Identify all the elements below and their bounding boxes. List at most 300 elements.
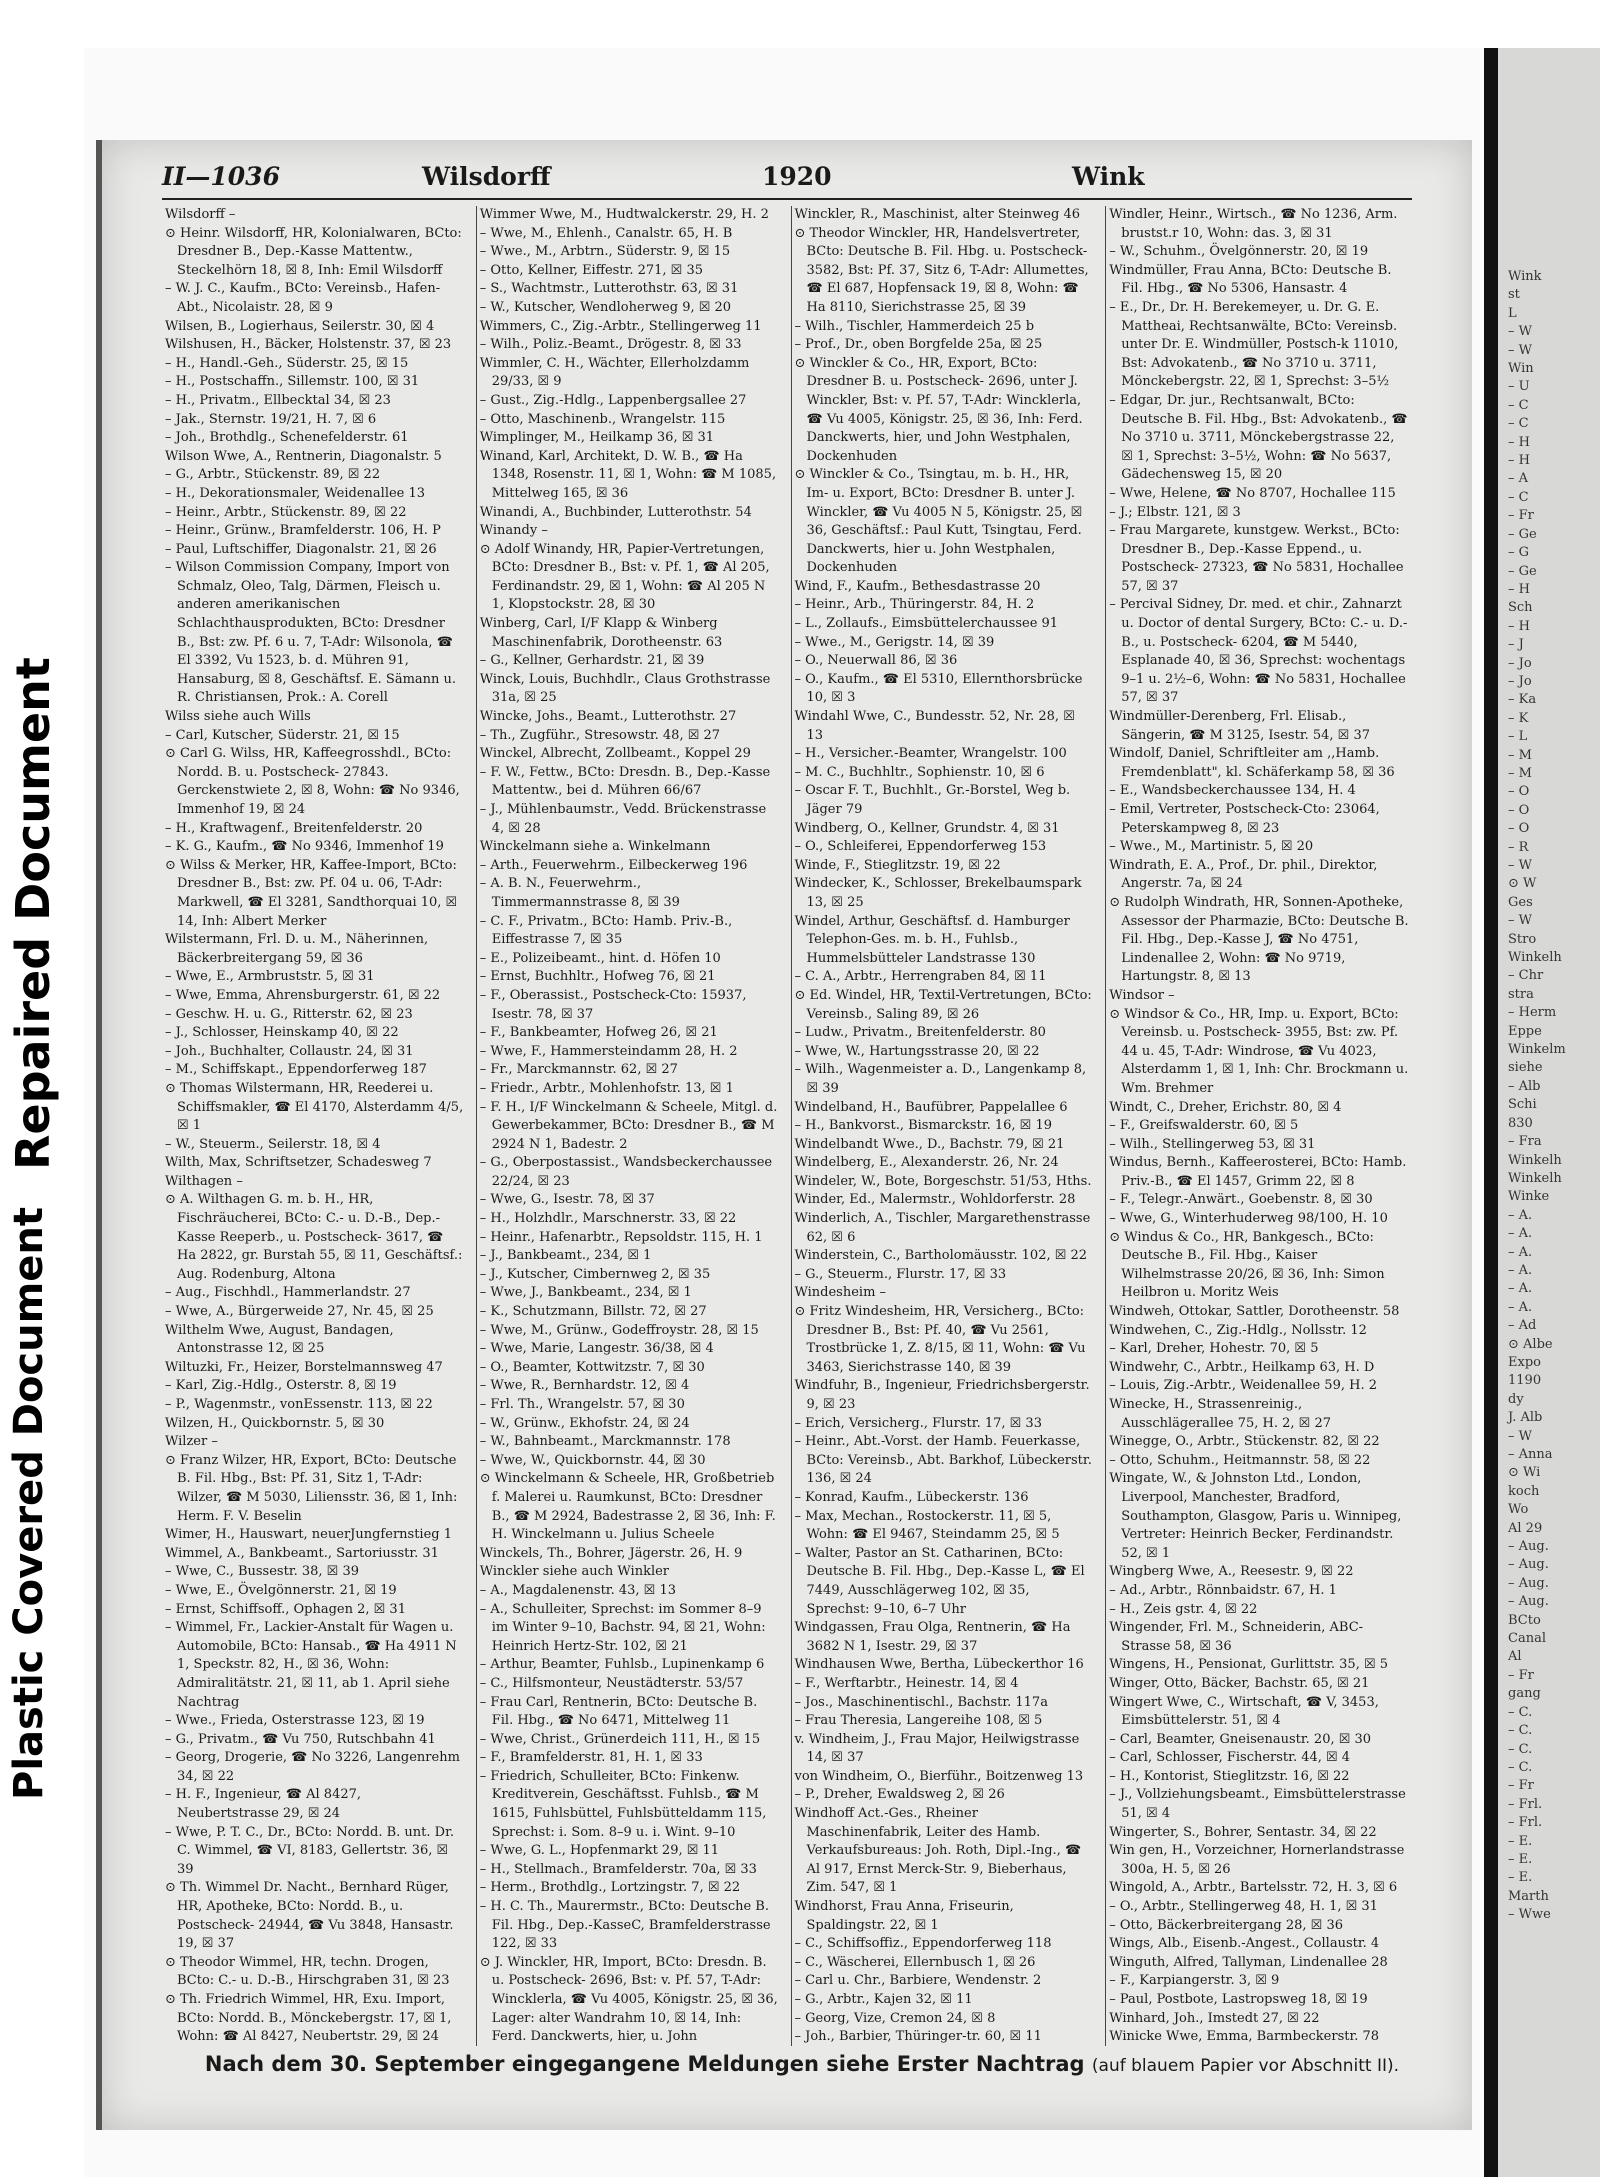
fragment-line: – Alb: [1508, 1078, 1541, 1094]
fragment-line: – Fr: [1508, 1667, 1534, 1683]
fragment-line: L: [1508, 305, 1517, 321]
directory-entry: ⊙ Rudolph Windrath, HR, Sonnen-Apotheke, Assessor der Pharmazie, BCto: Deutsche B. Fil. Hbg., Dep.-Kasse J, ☎ No 4751, Lindenallee 2, Wohn: ☎ No 9719, Hartungstr. 8, ☒ 13: [1109, 894, 1409, 985]
directory-entry: Windwehen, C., Zig.-Hdlg., Nollsstr. 12: [1109, 1322, 1367, 1338]
directory-entry: – J.; Elbstr. 121, ☒ 3: [1109, 504, 1241, 520]
directory-entry: – K., Schutzmann, Billstr. 72, ☒ 27: [479, 1304, 707, 1320]
fragment-line: – Aug.: [1508, 1575, 1549, 1591]
header-last-name: Wink: [1072, 162, 1145, 191]
directory-entry: – J., Vollziehungsbeamt., Eimsbüttelerstrasse 51, ☒ 4: [1109, 1787, 1406, 1822]
directory-entry: – Joh., Barbier, Thüringer-tr. 60, ☒ 11: [794, 2029, 1042, 2045]
fragment-line: – K: [1508, 710, 1529, 726]
directory-entry: – G., Arbtr., Kajen 32, ☒ 11: [794, 1992, 973, 2007]
directory-entry: Wilzen, H., Quickbornstr. 5, ☒ 30: [165, 1415, 385, 1431]
fragment-line: – Aug.: [1508, 1557, 1549, 1573]
directory-entry: – W., Schuhm., Övelgönnerstr. 20, ☒ 19: [1109, 244, 1369, 260]
fragment-line: – Chr: [1508, 968, 1544, 984]
directory-entry: ⊙ Winckler & Co., HR, Export, BCto: Dresdner B. u. Postscheck- 2696, unter J. Winckler, Bst: v. Pf. 57, T-Adr: Wincklerla, ☎ Vu 4005, Königstr. 25, ☒ 36, Inh: Ferd. Danckwerts, hier, und John Westphalen, Dockenhuden: [794, 355, 1083, 464]
directory-entry: – Carl, Schlosser, Fischerstr. 44, ☒ 4: [1109, 1750, 1351, 1766]
directory-entry: Wingberg Wwe, A., Reesestr. 9, ☒ 22: [1109, 1564, 1354, 1580]
fragment-line: – Frl.: [1508, 1796, 1543, 1812]
directory-entry: – J., Mühlenbaumstr., Vedd. Brückenstrasse 4, ☒ 28: [479, 802, 767, 836]
column-1: [162, 206, 468, 2046]
directory-entry: – Th., Zugführ., Stresowstr. 48, ☒ 27: [479, 727, 721, 743]
directory-entry: – Frau Margarete, kunstgew. Werkst., BCto: Dresdner B., Dep.-Kasse Eppend., u. Postscheck- 27323, ☎ No 5831, Hochallee 57, ☒ 37: [1109, 523, 1404, 594]
fragment-line: – C.: [1508, 1759, 1533, 1775]
directory-entry: ⊙ Adolf Winandy, HR, Papier-Vertretungen, BCto: Dresdner B., Bst: v. Pf. 1, ☎ Al 205, Ferdinandstr. 29, ☒ 1, Wohn: ☎ Al 205 N 1, Klopstockstr. 28, ☒ 30: [479, 541, 770, 613]
directory-entry: Wimmers, C., Zig.-Arbtr., Stellingerweg 11: [479, 318, 762, 334]
directory-entry: – Jos., Maschinentischl., Bachstr. 117a: [794, 1694, 1048, 1710]
directory-entry: – H., Kraftwagenf., Breitenfelderstr. 20: [165, 820, 423, 836]
directory-entry: – F., Telegr.-Anwärt., Goebenstr. 8, ☒ 30: [1109, 1192, 1373, 1208]
directory-entry: Wilson Wwe, A., Rentnerin, Diagonalstr. 5: [165, 448, 442, 464]
directory-entry: – Wwe., M., Martinistr. 5, ☒ 20: [1109, 839, 1314, 855]
directory-entry: ⊙ A. Wilthagen G. m. b. H., HR, Fischräucherei, BCto: C.- u. D.-B., Dep.-Kasse Reeperb., u. Postscheck- 3617, ☎ Ha 2822, gr. Burstah 55, ☒ 11, Geschäftsf.: Aug. Rodenburg, Altona: [165, 1192, 463, 1282]
fragment-line: – C.: [1508, 1723, 1533, 1739]
directory-entry: – F. H., I/F Winckelmann & Scheele, Mitgl. d. Gewerbekammer, BCto: Dresdner B., ☎ M 2924 N 1, Badestr. 2: [479, 1099, 778, 1152]
directory-entry: – Georg, Vize, Cremon 24, ☒ 8: [794, 2010, 996, 2026]
directory-entry: – J., Kutscher, Cimbernweg 2, ☒ 35: [479, 1266, 711, 1282]
directory-entry: – Otto, Schuhm., Heitmannstr. 58, ☒ 22: [1109, 1452, 1371, 1468]
directory-entry: – H. C. Th., Maurermstr., BCto: Deutsche B. Fil. Hbg., Dep.-KasseC, Bramfelderstrasse 122, ☒ 33: [479, 1899, 771, 1952]
directory-entry: ⊙ Thomas Wilstermann, HR, Reederei u. Schiffsmakler, ☎ El 4170, Alsterdamm 4/5, ☒ 1: [165, 1080, 464, 1134]
directory-entry: ⊙ Theodor Winckler, HR, Handelsvertreter, BCto: Deutsche B. Fil. Hbg. u. Postscheck- 3582, Bst: Pf. 37, Sitz 6, T-Adr: Allumettes, ☎ El 687, Hopfensack 19, ☒ 8, Wohn: ☎ Ha 8110, Sierichstrasse 25, ☒ 39: [794, 225, 1089, 315]
directory-entry: – Heinr., Grünw., Bramfelderstr. 106, H. P: [165, 523, 441, 539]
directory-entry: – Karl, Dreher, Hohestr. 70, ☒ 5: [1109, 1341, 1319, 1357]
directory-entry: – F., Greifswalderstr. 60, ☒ 5: [1109, 1118, 1299, 1134]
directory-entry: Windhorst, Frau Anna, Friseurin, Spaldingstr. 22, ☒ 1: [794, 1899, 1014, 1933]
directory-entry: Winckel, Albrecht, Zollbeamt., Koppel 29: [479, 746, 751, 762]
plastic-covered-document-label: Plastic Covered Document: [6, 1206, 52, 1800]
directory-entry: ⊙ Franz Wilzer, HR, Export, BCto: Deutsche B. Fil. Hbg., Bst: Pf. 31, Sitz 1, T-Adr: Wilzer, ☎ M 5030, Liliensstr. 36, ☒ 1, Inh: Herm. F. V. Beselin: [165, 1452, 458, 1524]
fragment-line: – A.: [1508, 1226, 1533, 1242]
directory-entry: Wilstermann, Frl. D. u. M., Näherinnen, Bäckerbreitergang 59, ☒ 36: [165, 932, 429, 966]
fragment-line: – Aug.: [1508, 1539, 1549, 1555]
fragment-line: – A.: [1508, 1281, 1533, 1297]
directory-entry: – Wilh., Poliz.-Beamt., Drögestr. 8, ☒ 33: [479, 337, 742, 353]
directory-entry: Windsor –: [1109, 987, 1175, 1003]
directory-entry: – W., Kutscher, Wendloherweg 9, ☒ 20: [479, 299, 732, 315]
fragment-line: Marth: [1508, 1888, 1549, 1904]
fragment-line: Winkelh: [1508, 1170, 1562, 1186]
fragment-line: – Anna: [1508, 1447, 1553, 1462]
directory-entry: Wingold, A., Arbtr., Bartelsstr. 72, H. 3, ☒ 6: [1109, 1880, 1398, 1896]
directory-entry: – Wwe, M., Ehlenh., Canalstr. 65, H. B: [479, 225, 733, 241]
directory-columns: [162, 206, 1412, 2046]
page-footer: [202, 2052, 1402, 2076]
fragment-line: – H: [1508, 434, 1530, 450]
header-year: 1920: [762, 162, 832, 191]
directory-entry: – F., Oberassist., Postscheck-Cto: 15937, Isestr. 78, ☒ 37: [479, 987, 747, 1022]
directory-entry: – Frau Carl, Rentnerin, BCto: Deutsche B. Fil. Hbg., ☎ No 6471, Mittelweg 11: [479, 1694, 758, 1729]
directory-entry: – Heinr., Abt.-Vorst. der Hamb. Feuerkasse, BCto: Vereinsb., Abt. Barkhof, Lübeckerstr. 136, ☒ 24: [794, 1434, 1092, 1487]
fragment-line: – Wwe: [1508, 1907, 1551, 1923]
fragment-line: Stro: [1508, 931, 1537, 947]
directory-entry: – K. G., Kaufm., ☎ No 9346, Immenhof 19: [165, 839, 444, 855]
directory-entry: Windesheim –: [794, 1285, 887, 1301]
fragment-line: gang: [1508, 1686, 1541, 1702]
directory-entry: Winckelmann siehe a. Winkelmann: [479, 839, 711, 855]
fragment-line: – Jo: [1508, 655, 1532, 671]
directory-entry: – Wwe, M., Grünw., Godeffroystr. 28, ☒ 15: [479, 1322, 759, 1338]
directory-entry: – H., Dekorationsmaler, Weidenallee 13: [165, 485, 426, 501]
directory-entry: – Frau Theresia, Langereihe 108, ☒ 5: [794, 1713, 1043, 1729]
directory-entry: Winguth, Alfred, Tallyman, Lindenallee 28: [1109, 1954, 1388, 1970]
directory-entry: Winde, F., Stieglitzstr. 19, ☒ 22: [794, 857, 1001, 873]
adjacent-page-edge: [1484, 48, 1600, 2177]
directory-entry: – C., Hilfsmonteur, Neustädterstr. 53/57: [479, 1675, 744, 1691]
directory-entry: – Louis, Zig.-Arbtr., Weidenallee 59, H. 2: [1109, 1378, 1377, 1394]
directory-entry: – W., Bahnbeamt., Marckmannstr. 178: [479, 1434, 731, 1450]
directory-entry: Wilzer –: [165, 1434, 218, 1450]
directory-entry: Winecke, H., Strassenreinig., Ausschlägerallee 75, H. 2, ☒ 27: [1109, 1397, 1332, 1431]
fragment-line: ⊙ Wi: [1508, 1465, 1541, 1481]
directory-entry: ⊙ Th. Friedrich Wimmel, HR, Exu. Import, BCto: Nordd. B., Mönckebergstr. 17, ☒ 1, Wohn: ☎ Al 8427, Neubertstr. 29, ☒ 24: [165, 1992, 452, 2045]
directory-entry: – Fr., Marckmannstr. 62, ☒ 27: [479, 1062, 678, 1078]
fragment-line: – C.: [1508, 1704, 1533, 1720]
directory-entry: – Edgar, Dr. jur., Rechtsanwalt, BCto: Deutsche B. Fil. Hbg., Bst: Advokatenb., ☎ No 3710 u. 3711, Mönckebergstrasse 22, ☒ 1, Sprechst: 3–5½, Wohn: ☎ No 5637, Gädechensweg 15, ☒ 20: [1109, 392, 1408, 483]
fragment-line: Wo: [1508, 1502, 1529, 1518]
fragment-line: – W: [1508, 342, 1532, 358]
fragment-line: Al 29: [1508, 1520, 1543, 1536]
directory-entry: – J., Bankbeamt., 234, ☒ 1: [479, 1248, 652, 1264]
fragment-line: Eppe: [1508, 1023, 1542, 1039]
directory-entry: – H., Postschaffn., Sillemstr. 100, ☒ 31: [165, 374, 420, 390]
directory-entry: – F. W., Fettw., BCto: Dresdn. B., Dep.-Kasse Mattentw., bei d. Mühren 66/67: [479, 764, 771, 799]
directory-entry: – Konrad, Kaufm., Lübeckerstr. 136: [794, 1489, 1029, 1505]
fragment-line: – A.: [1508, 1299, 1533, 1315]
directory-entry: – Herm., Brothdlg., Lortzingstr. 7, ☒ 22: [479, 1880, 741, 1896]
directory-entry: – Wilh., Wagenmeister a. D., Langenkamp 8, ☒ 39: [794, 1062, 1087, 1096]
fragment-line: – E.: [1508, 1870, 1533, 1886]
directory-entry: – Arth., Feuerwehrm., Eilbeckerweg 196: [479, 857, 748, 873]
directory-entry: – Ad., Arbtr., Rönnbaidstr. 67, H. 1: [1109, 1582, 1337, 1598]
fragment-line: – Fr: [1508, 508, 1534, 524]
directory-entry: ⊙ Winckelmann & Scheele, HR, Großbetrieb f. Malerei u. Raumkunst, BCto: Dresdner B., ☎ M 2924, Badestrasse 2, ☒ 36, Inh: F. H. Winckelmann u. Julius Scheele: [479, 1471, 776, 1543]
directory-entry: – Wilson Commission Company, Import von Schmalz, Oleo, Talg, Därmen, Fleisch u. anderen amerikanischen Schlachthausprodukten, BCto: Dresdner B., Bst: zw. Pf. 6 u. 7, T-Adr: Wilsonola, ☎ El 3392, Vu 1523, b. d. Mühren 91, Hansaburg, ☒ 8, Geschäftsf. E. Sämann u. R. Christiansen, Prok.: A. Corell: [165, 560, 457, 706]
fragment-line: – Fra: [1508, 1134, 1542, 1150]
fragment-line: – C: [1508, 416, 1529, 432]
directory-entry: Windfuhr, B., Ingenieur, Friedrichsbergerstr. 9, ☒ 23: [794, 1378, 1090, 1412]
fragment-line: ⊙ Albe: [1508, 1336, 1553, 1352]
directory-entry: – Walter, Pastor an St. Catharinen, BCto: Deutsche B. Fil. Hbg., Dep.-Kasse L, ☎ El 7449, Ausschlägerweg 102, ☒ 35, Sprechst: 9–10, 6–7 Uhr: [794, 1545, 1085, 1617]
directory-entry: – Oscar F. T., Buchhlt., Gr.-Borstel, Weg b. Jäger 79: [794, 783, 1071, 817]
directory-entry: ⊙ Carl G. Wilss, HR, Kaffeegrosshdl., BCto: Nordd. B. u. Postscheck- 27843. Gerckenstwiete 2, ☒ 8, Wohn: ☎ No 9346, Immenhof 19, ☒ 24: [165, 746, 460, 817]
directory-entry: – H., Stellmach., Bramfelderstr. 70a, ☒ 33: [479, 1861, 757, 1877]
fragment-line: – G: [1508, 545, 1530, 561]
directory-entry: – Wwe, P. T. C., Dr., BCto: Nordd. B. unt. Dr. C. Wimmel, ☎ VI, 8183, Gellertstr. 36, ☒ 39: [165, 1824, 454, 1877]
directory-entry: Winegge, O., Arbtr., Stückenstr. 82, ☒ 22: [1109, 1434, 1380, 1450]
directory-entry: – Wwe, J., Bankbeamt., 234, ☒ 1: [479, 1285, 692, 1301]
fragment-line: koch: [1508, 1483, 1540, 1499]
fragment-line: – O: [1508, 821, 1530, 837]
directory-entry: – A., Magdalenenstr. 43, ☒ 13: [479, 1582, 676, 1598]
fragment-line: – C: [1508, 489, 1529, 505]
fragment-line: – W: [1508, 324, 1532, 340]
directory-entry: – W., Steuerm., Seilerstr. 18, ☒ 4: [165, 1136, 381, 1152]
fragment-line: – E.: [1508, 1851, 1533, 1867]
directory-entry: – Wwe, W., Quickbornstr. 44, ☒ 30: [479, 1452, 706, 1468]
side-labels: [0, 0, 84, 2177]
fragment-line: stra: [1508, 986, 1534, 1002]
directory-entry: ⊙ Fritz Windesheim, HR, Versicherg., BCto: Dresdner B., Bst: Pf. 40, ☎ Vu 2561, Trostbrücke 1, Z. 8/15, ☒ 11, Wohn: ☎ Vu 3463, Sierichstrasse 140, ☒ 39: [794, 1304, 1086, 1375]
directory-entry: – Arthur, Beamter, Fuhlsb., Lupinenkamp 6: [479, 1657, 765, 1673]
directory-entry: Windt, C., Dreher, Erichstr. 80, ☒ 4: [1109, 1099, 1342, 1115]
directory-page: [96, 140, 1472, 2130]
directory-entry: – H., Handl.-Geh., Süderstr. 25, ☒ 15: [165, 355, 409, 371]
directory-entry: Windolf, Daniel, Schriftleiter am ,,Hamb. Fremdenblatt", kl. Schäferkamp 58, ☒ 36: [1109, 746, 1395, 780]
fragment-line: J. Alb: [1508, 1410, 1543, 1426]
directory-entry: Windwehr, C., Arbtr., Heilkamp 63, H. D: [1109, 1359, 1375, 1375]
directory-entry: – G., Steuerm., Flurstr. 17, ☒ 33: [794, 1266, 1007, 1282]
directory-entry: – Wwe, C., Bussestr. 38, ☒ 39: [165, 1564, 360, 1580]
directory-entry: – M., Schiffskapt., Eppendorferweg 187: [165, 1062, 427, 1078]
directory-entry: ⊙ J. Winckler, HR, Import, BCto: Dresdn. B. u. Postscheck- 2696, Bst: v. Pf. 57, T-Adr: Wincklerla, ☎ Vu 4005, Königstr. 25, ☒ 36, Lager: alter Wandrahm 10, ☒ 14, Inh: Ferd. Danckwerts, hier, u. John: [479, 1954, 778, 2045]
repaired-document-label: Repaired Document: [6, 657, 60, 1170]
directory-entry: – Friedrich, Schulleiter, BCto: Finkenw. Kreditverein, Geschäftsst. Fuhlsb., ☎ M 1615, Fuhlsbüttel, Fuhlsbütteldamm 115, Sprechst: i. Som. 8–9 u. i. Wint. 9–10: [479, 1768, 767, 1840]
directory-entry: – G., Privatm., ☎ Vu 750, Rutschbahn 41: [165, 1731, 436, 1747]
directory-entry: Windweh, Ottokar, Sattler, Dorotheenstr. 58: [1109, 1304, 1400, 1320]
directory-entry: – Wwe., M., Gerigstr. 14, ☒ 39: [794, 634, 995, 650]
directory-entry: – Otto, Bäckerbreitergang 28, ☒ 36: [1109, 1917, 1344, 1933]
fragment-line: – M: [1508, 765, 1532, 781]
directory-entry: – Wwe, Helene, ☎ No 8707, Hochallee 115: [1109, 485, 1396, 501]
directory-entry: von Windheim, O., Bierführ., Boitzenweg 13: [794, 1768, 1084, 1784]
fragment-line: Wink: [1508, 269, 1542, 284]
directory-entry: Wilsen, B., Logierhaus, Seilerstr. 30, ☒ 4: [165, 318, 435, 334]
directory-entry: Wilthagen –: [165, 1173, 243, 1189]
page-number: II—1036: [162, 162, 280, 191]
fragment-line: – Frl.: [1508, 1815, 1543, 1831]
directory-entry: Wimmel, A., Bankbeamt., Sartoriusstr. 31: [165, 1545, 439, 1561]
fragment-line: ⊙ W: [1508, 876, 1537, 892]
directory-entry: – O., Schleiferei, Eppendorferweg 153: [794, 839, 1047, 855]
directory-entry: Windberg, O., Kellner, Grundstr. 4, ☒ 31: [794, 820, 1060, 836]
directory-entry: – Heinr., Arbtr., Stückenstr. 89, ☒ 22: [165, 504, 407, 520]
directory-entry: – C. A., Arbtr., Herrengraben 84, ☒ 11: [794, 969, 1047, 985]
directory-entry: Winicke Wwe, Emma, Barmbeckerstr. 78: [1109, 2029, 1380, 2045]
directory-entry: Windelband, H., Baufübrer, Pappelallee 6: [794, 1099, 1068, 1115]
directory-entry: Wimmler, C. H., Wächter, Ellerholzdamm 29/33, ☒ 9: [479, 355, 750, 390]
fragment-line: – A.: [1508, 1207, 1533, 1223]
fragment-line: – J: [1508, 637, 1524, 653]
directory-entry: Win gen, H., Vorzeichner, Hornerlandstrasse 300a, H. 5, ☒ 26: [1109, 1843, 1405, 1877]
fragment-line: – A.: [1508, 1262, 1533, 1278]
fragment-line: BCto: [1508, 1612, 1541, 1628]
fragment-line: Schi: [1508, 1097, 1537, 1113]
directory-entry: Wilth, Max, Schriftsetzer, Schadesweg 7: [165, 1155, 432, 1171]
directory-entry: – Gust., Zig.-Hdlg., Lappenbergsallee 27: [479, 392, 747, 408]
directory-entry: Windrath, E. A., Prof., Dr. phil., Direktor, Angerstr. 7a, ☒ 24: [1109, 857, 1378, 892]
fragment-line: Sch: [1508, 600, 1533, 616]
directory-entry: – Paul, Postbote, Lastropsweg 18, ☒ 19: [1109, 1992, 1368, 2007]
directory-entry: ⊙ Wilss & Merker, HR, Kaffee-Import, BCto: Dresdner B., Bst: zw. Pf. 04 u. 06, T-Adr: Markwell, ☎ El 3281, Sandthorquai 10, ☒ 14, Inh: Albert Merker: [165, 857, 458, 929]
directory-entry: Wilthelm Wwe, August, Bandagen, Antonstrasse 12, ☒ 25: [165, 1322, 394, 1357]
fragment-line: – R: [1508, 839, 1529, 855]
directory-entry: – C., Schiffsoffiz., Eppendorferweg 118: [794, 1936, 1052, 1952]
directory-entry: – Erich, Versicherg., Flurstr. 17, ☒ 33: [794, 1415, 1042, 1431]
directory-entry: – H., Zeis gstr. 4, ☒ 22: [1109, 1601, 1258, 1617]
fragment-line: – O: [1508, 802, 1530, 818]
fragment-line: – H: [1508, 453, 1530, 469]
fragment-line: Al: [1508, 1649, 1522, 1665]
directory-entry: – Geschw. H. u. G., Ritterstr. 62, ☒ 23: [165, 1006, 413, 1022]
directory-entry: – Jak., Sternstr. 19/21, H. 7, ☒ 6: [165, 411, 377, 427]
directory-entry: Wilsdorff –: [165, 207, 236, 222]
fragment-line: – U: [1508, 379, 1530, 395]
fragment-line: siehe: [1508, 1060, 1543, 1076]
directory-entry: – F., Bramfelderstr. 81, H. 1, ☒ 33: [479, 1750, 703, 1766]
directory-entry: Wingens, H., Pensionat, Gurlittstr. 35, ☒ 5: [1109, 1657, 1389, 1673]
directory-entry: Wimplinger, M., Heilkamp 36, ☒ 31: [479, 430, 715, 446]
directory-entry: – W., Grünw., Ekhofstr. 24, ☒ 24: [479, 1415, 690, 1431]
fragment-line: – Aug.: [1508, 1594, 1549, 1610]
fragment-line: – H: [1508, 618, 1530, 634]
directory-entry: – G., Oberpostassist., Wandsbeckerchaussee 22/24, ☒ 23: [479, 1155, 773, 1189]
directory-entry: – A., Schulleiter, Sprechst: im Sommer 8–9 im Winter 9–10, Bachstr. 94, ☒ 21, Wohn: Heinrich Hertz-Str. 102, ☒ 21: [479, 1601, 766, 1654]
directory-entry: Winderstein, C., Bartholomäusstr. 102, ☒ 22: [794, 1248, 1088, 1264]
directory-entry: Winberg, Carl, I/F Klapp & Winberg Maschinenfabrik, Dorotheenstr. 63: [479, 616, 723, 650]
directory-entry: Windelbandt Wwe., D., Bachstr. 79, ☒ 21: [794, 1136, 1065, 1152]
directory-entry: Windel, Arthur, Geschäftsf. d. Hamburger Telephon-Ges. m. b. H., Fuhlsb., Hummelsbütteler Landstrasse 130: [794, 913, 1070, 966]
directory-entry: – O., Neuerwall 86, ☒ 36: [794, 653, 958, 669]
footer-main: Nach dem 30. September eingegangene Meldungen siehe Erster Nachtrag: [204, 2052, 1085, 2076]
directory-entry: – O., Kaufm., ☎ El 5310, Ellernthorsbrücke 10, ☒ 3: [794, 671, 1083, 706]
directory-entry: ⊙ Winckler & Co., Tsingtau, m. b. H., HR, Im- u. Export, BCto: Dresdner B. unter J. Winckler, ☎ Vu 4005 N 5, Königstr. 25, ☒ 36, Geschäftsf.: Paul Kutt, Tsingtau, Ferd. Danckwerts, hier u. John Westphalen, Dockenhuden: [794, 467, 1083, 576]
directory-entry: – Ernst, Schiffsoff., Ophagen 2, ☒ 31: [165, 1601, 406, 1617]
directory-entry: Windler, Heinr., Wirtsch., ☎ No 1236, Arm. brustst.r 10, Wohn: das. 3, ☒ 31: [1109, 207, 1398, 241]
fragment-line: 1190: [1508, 1373, 1542, 1389]
directory-entry: Winck, Louis, Buchhdlr., Claus Grothstrasse 31a, ☒ 25: [479, 671, 771, 706]
fragment-line: Expo: [1508, 1354, 1541, 1370]
directory-entry: – P., Wagenmstr., vonEssenstr. 113, ☒ 22: [165, 1397, 433, 1412]
directory-entry: Windahl Wwe, C., Bundesstr. 52, Nr. 28, ☒ 13: [794, 709, 1075, 743]
directory-entry: – G., Kellner, Gerhardstr. 21, ☒ 39: [479, 653, 705, 669]
fragment-line: – W: [1508, 858, 1532, 873]
directory-entry: – Aug., Fischhdl., Hammerlandstr. 27: [165, 1285, 411, 1301]
directory-entry: – Emil, Vertreter, Postscheck-Cto: 23064, Peterskampweg 8, ☒ 23: [1109, 802, 1380, 836]
directory-entry: – Max, Mechan., Rostockerstr. 11, ☒ 5, Wohn: ☎ El 9467, Steindamm 25, ☒ 5: [794, 1508, 1060, 1543]
directory-entry: ⊙ Ed. Windel, HR, Textil-Vertretungen, BCto: Vereinsb., Saling 89, ☒ 26: [794, 987, 1092, 1022]
directory-entry: Wimer, H., Hauswart, neuerJungfernstieg 1: [165, 1527, 452, 1543]
directory-entry: Wincke, Johs., Beamt., Lutterothstr. 27: [479, 709, 737, 725]
directory-entry: – Karl, Zig.-Hdlg., Osterstr. 8, ☒ 19: [165, 1378, 397, 1394]
directory-entry: Winderlich, A., Tischler, Margarethenstrasse 62, ☒ 6: [794, 1211, 1091, 1245]
directory-entry: v. Windheim, J., Frau Major, Heilwigstrasse 14, ☒ 37: [794, 1731, 1080, 1766]
directory-entry: – F., Werftarbtr., Heinestr. 14, ☒ 4: [794, 1675, 1019, 1691]
directory-entry: Windecker, K., Schlosser, Brekelbaumspark 13, ☒ 25: [794, 876, 1082, 910]
directory-entry: – Heinr., Hafenarbtr., Repsoldstr. 115, H. 1: [479, 1229, 763, 1245]
directory-entry: Wingate, W., & Johnston Ltd., London, Liverpool, Manchester, Bradford, Southampton, Glasgow, Paris u. Winnipeg, Vertreter: Heinrich Becker, Ferdinandstr. 52, ☒ 1: [1109, 1471, 1402, 1561]
column-2: [476, 206, 783, 2046]
directory-entry: – Wwe, W., Hartungsstrasse 20, ☒ 22: [794, 1043, 1040, 1059]
fragment-line: – C.: [1508, 1741, 1533, 1757]
fragment-line: Canal: [1508, 1631, 1546, 1647]
fragment-line: – Herm: [1508, 1005, 1557, 1021]
directory-entry: Winder, Ed., Malermstr., Wohldorferstr. 28: [794, 1192, 1076, 1208]
directory-entry: – Wwe, Marie, Langestr. 36/38, ☒ 4: [479, 1341, 714, 1357]
directory-entry: – Ludw., Privatm., Breitenfelderstr. 80: [794, 1025, 1046, 1041]
directory-entry: – Joh., Buchhalter, Collaustr. 24, ☒ 31: [165, 1043, 414, 1059]
directory-entry: – O., Arbtr., Stellingerweg 48, H. 1, ☒ 31: [1109, 1899, 1378, 1915]
directory-entry: Winand, Karl, Architekt, D. W. B., ☎ Ha 1348, Rosenstr. 11, ☒ 1, Wohn: ☎ M 1085, Mittelweg 165, ☒ 36: [479, 448, 777, 501]
directory-entry: – H., Kontorist, Stieglitzstr. 16, ☒ 22: [1109, 1768, 1350, 1784]
fragment-line: Winkelh: [1508, 1152, 1562, 1168]
directory-entry: – Paul, Luftschiffer, Diagonalstr. 21, ☒ 26: [165, 541, 437, 557]
directory-entry: Windhausen Wwe, Bertha, Lübeckerthor 16: [794, 1657, 1084, 1673]
fragment-line: – A.: [1508, 1244, 1533, 1260]
directory-entry: – H. F., Ingenieur, ☎ Al 8427, Neubertstrasse 29, ☒ 24: [165, 1787, 362, 1822]
directory-entry: – Ernst, Buchhltr., Hofweg 76, ☒ 21: [479, 969, 716, 985]
directory-entry: – Georg, Drogerie, ☎ No 3226, Langenrehm 34, ☒ 22: [165, 1750, 460, 1784]
footer-note: (auf blauem Papier vor Abschnitt II).: [1091, 2056, 1400, 2076]
fragment-line: – Ad: [1508, 1318, 1537, 1334]
fragment-line: Winkelh: [1508, 950, 1562, 966]
directory-entry: Windus, Bernh., Kaffeerosterei, BCto: Hamb. Priv.-B., ☎ El 1457, Grimm 22, ☒ 8: [1109, 1155, 1407, 1189]
column-4: [1105, 206, 1412, 2046]
directory-entry: Wingerter, S., Bohrer, Sentastr. 34, ☒ 22: [1109, 1824, 1377, 1840]
directory-entry: Winckels, Th., Bohrer, Jägerstr. 26, H. 9: [479, 1545, 743, 1561]
directory-entry: – M. C., Buchhltr., Sophienstr. 10, ☒ 6: [794, 764, 1045, 780]
directory-entry: – Prof., Dr., oben Borgfelde 25a, ☒ 25: [794, 337, 1043, 353]
directory-entry: Windmüller-Derenberg, Frl. Elisab., Sängerin, ☎ M 3125, Isestr. 54, ☒ 37: [1109, 709, 1371, 743]
directory-entry: ⊙ Windus & Co., HR, Bankgesch., BCto: Deutsche B., Fil. Hbg., Kaiser Wilhelmstrasse 20/26, ☒ 36, Inh: Simon Heilbron u. Moritz Weis: [1109, 1229, 1385, 1301]
directory-entry: Winckler siehe auch Winkler: [479, 1564, 670, 1580]
directory-entry: – Wilh., Tischler, Hammerdeich 25 b: [794, 318, 1035, 334]
directory-entry: – A. B. N., Feuerwehrm., Timmermannstrasse 8, ☒ 39: [479, 876, 680, 910]
fragment-line: Win: [1508, 361, 1534, 377]
fragment-line: – L: [1508, 729, 1528, 745]
directory-entry: Wiltuzki, Fr., Heizer, Borstelmannsweg 47: [165, 1359, 443, 1375]
directory-entry: Wimmer Wwe, M., Hudtwalckerstr. 29, H. 2: [479, 207, 769, 222]
directory-entry: – Wimmel, Fr., Lackier-Anstalt für Wagen u. Automobile, BCto: Hansab., ☎ Ha 4911 N 1, Speckstr. 82, H., ☒ 36, Wohn: Admiralitätstr. 21, ☒ 11, ab 1. April siehe Nachtrag: [165, 1620, 457, 1710]
page-header: [162, 158, 1412, 198]
directory-entry: – Joh., Brothdlg., Schenefelderstr. 61: [165, 430, 409, 446]
directory-entry: – Otto, Kellner, Eiffestr. 271, ☒ 35: [479, 262, 703, 278]
directory-entry: Windelberg, E., Alexanderstr. 26, Nr. 24: [794, 1155, 1059, 1171]
header-first-name: Wilsdorff: [422, 162, 551, 191]
directory-entry: – Wwe, Christ., Grünerdeich 111, H., ☒ 15: [479, 1731, 761, 1747]
directory-entry: – Heinr., Arb., Thüringerstr. 84, H. 2: [794, 597, 1035, 613]
directory-entry: – H., Versicher.-Beamter, Wrangelstr. 100: [794, 746, 1067, 762]
directory-entry: Winandy –: [479, 523, 548, 539]
fragment-line: Winke: [1508, 1189, 1550, 1205]
directory-entry: – Otto, Maschinenb., Wrangelstr. 115: [479, 411, 726, 427]
directory-entry: – Wwe, Emma, Ahrensburgerstr. 61, ☒ 22: [165, 987, 441, 1003]
directory-entry: – E., Polizeibeamt., hint. d. Höfen 10: [479, 950, 721, 966]
directory-entry: – Wwe, G. L., Hopfenmarkt 29, ☒ 11: [479, 1843, 720, 1859]
directory-entry: – E., Dr., Dr. H. Berekemeyer, u. Dr. G. E. Mattheai, Rechtsanwälte, BCto: Vereinsb. unter Dr. E. Windmüller, Postsch-k 11010, Bst: Advokatenb., ☎ No 3710 u. 3711, Mönckebergstr. 22, ☒ 1, Sprechst: 3–5½: [1109, 299, 1399, 390]
directory-entry: – F., Bankbeamter, Hofweg 26, ☒ 21: [479, 1025, 718, 1041]
fragment-line: – M: [1508, 747, 1532, 763]
scanned-page: [84, 48, 1600, 2177]
directory-entry: – W. J. C., Kaufm., BCto: Vereinsb., Hafen-Abt., Nicolaistr. 28, ☒ 9: [165, 281, 441, 315]
directory-entry: Winger, Otto, Bäcker, Bachstr. 65, ☒ 21: [1109, 1675, 1370, 1691]
directory-entry: Windmüller, Frau Anna, BCto: Deutsche B. Fil. Hbg., ☎ No 5306, Hansastr. 4: [1109, 262, 1392, 297]
directory-entry: Wings, Alb., Eisenb.-Angest., Collaustr. 4: [1109, 1936, 1380, 1952]
directory-entry: – Wwe., Frieda, Osterstrasse 123, ☒ 19: [165, 1713, 425, 1729]
directory-entry: – Wwe, E., Övelgönnerstr. 21, ☒ 19: [165, 1582, 397, 1598]
directory-entry: Windgassen, Frau Olga, Rentnerin, ☎ Ha 3682 N 1, Isestr. 29, ☒ 37: [794, 1620, 1071, 1654]
fragment-line: – W: [1508, 1428, 1532, 1444]
header-rule: [162, 198, 1412, 200]
directory-entry: – Wwe, E., Armbruststr. 5, ☒ 31: [165, 969, 375, 985]
directory-entry: Winckler, R., Maschinist, alter Steinweg 46: [794, 207, 1080, 222]
directory-entry: – L., Zollaufs., Eimsbüttelerchaussee 91: [794, 616, 1059, 632]
directory-entry: – O., Beamter, Kottwitzstr. 7, ☒ 30: [479, 1359, 705, 1375]
directory-entry: – H., Bankvorst., Bismarckstr. 16, ☒ 19: [794, 1118, 1053, 1134]
directory-entry: – G., Arbtr., Stückenstr. 89, ☒ 22: [165, 467, 381, 483]
directory-entry: – F., Karpiangerstr. 3, ☒ 9: [1109, 1973, 1280, 1989]
